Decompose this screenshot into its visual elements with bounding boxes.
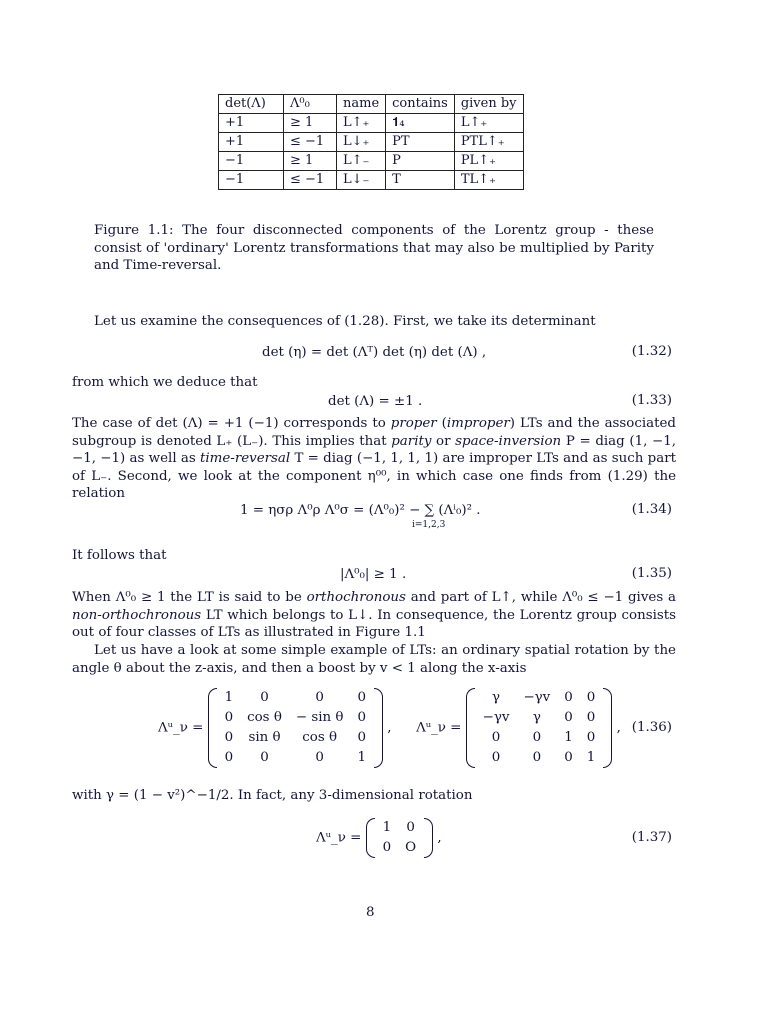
matrix-cell: 0 <box>357 710 366 725</box>
matrix-cell: 0 <box>357 730 366 745</box>
table-cell: +1 <box>219 114 284 133</box>
page-number: 8 <box>366 905 375 920</box>
rotation-block-lhs: Λᵘ_ν = <box>316 830 362 846</box>
term-parity: parity <box>391 433 432 449</box>
matrix-comma: , <box>437 830 442 846</box>
matrix-cell: 1 <box>586 750 596 765</box>
term-time-reversal: time-reversal <box>200 451 291 466</box>
matrix-cell: 0 <box>564 750 573 765</box>
table-row <box>219 152 524 171</box>
matrix-cell: O <box>405 840 417 855</box>
text-run: or <box>431 433 456 449</box>
table-header: contains <box>386 95 455 114</box>
table-cell: ≤ −1 <box>284 133 337 152</box>
paragraph-4: It follows that <box>72 548 167 563</box>
equation-number-1-33: (1.33) <box>631 393 672 408</box>
matrix-cell: γ <box>492 690 501 705</box>
table-header: name <box>337 95 386 114</box>
table-cell: L↑₊ <box>454 114 523 133</box>
matrix-comma: , <box>387 720 392 736</box>
table-row <box>219 114 524 133</box>
table-cell: +1 <box>219 133 284 152</box>
term-proper: proper <box>390 416 437 431</box>
block-matrix <box>366 818 434 858</box>
table-cell: L↓₊ <box>337 133 386 152</box>
matrix-cell: 0 <box>586 730 596 745</box>
matrix-cell: 1 <box>564 730 573 745</box>
table-cell: L↓₋ <box>337 171 386 190</box>
equation-1-35: |Λ⁰₀| ≥ 1 . <box>340 567 407 582</box>
paragraph-3 <box>72 415 676 503</box>
table-cell: L↑₋ <box>337 152 386 171</box>
text-run: T = diag (−1, 1, 1, 1) are improper LTs and as such part of L₋. Second, we look at the component η⁰⁰, in which case one finds from (1.29) the relation <box>72 451 676 501</box>
text-run: The case of det (Λ) = +1 (−1) corresponds to <box>72 416 391 431</box>
text-run: When Λ⁰₀ ≥ 1 the LT is said to be <box>72 590 307 605</box>
text-run: LT which belongs to L↓. In consequence, the Lorentz group consists out of four classes of LTs as illustrated in Figure 1.1 <box>72 607 676 640</box>
lorentz-components-table <box>218 94 524 190</box>
table-cell: −1 <box>219 152 284 171</box>
table-header-row <box>219 95 524 114</box>
matrix-cell: − sin θ <box>295 710 344 725</box>
table-cell: TL↑₊ <box>454 171 523 190</box>
table-row <box>219 133 524 152</box>
text-run: ( <box>436 416 447 431</box>
matrix-cell: 0 <box>260 750 269 765</box>
table-row <box>219 171 524 190</box>
term-orthochronous: orthochronous <box>306 590 406 605</box>
table-cell: 𝟏₄ <box>386 114 455 133</box>
matrix-cell: 0 <box>224 730 234 745</box>
matrix-cell: 0 <box>224 750 234 765</box>
table-header: given by <box>454 95 523 114</box>
matrix-cell: 1 <box>357 750 366 765</box>
boost-matrix <box>466 688 613 768</box>
table-cell: ≥ 1 <box>284 152 337 171</box>
text-run: and part of L↑, while Λ⁰₀ ≤ −1 gives a <box>405 590 676 605</box>
matrix-cell: γ <box>532 710 541 725</box>
matrix-cell: cos θ <box>247 710 282 725</box>
table-cell: −1 <box>219 171 284 190</box>
rotation-matrix <box>208 688 383 768</box>
matrix-cell: 0 <box>315 750 324 765</box>
matrix-cell: −γv <box>482 710 510 725</box>
table-cell: PTL↑₊ <box>454 133 523 152</box>
paragraph-1: Let us examine the consequences of (1.28). First, we take its determinant <box>94 314 596 329</box>
equation-1-37 <box>316 818 442 858</box>
term-improper: improper <box>446 416 510 431</box>
term-space-inversion: space-inversion <box>455 433 562 449</box>
sum-subscript: i=1,2,3 <box>412 520 446 530</box>
text-run: ) LTs and the associated subgroup is denoted L₊ (L₋). This implies that <box>72 416 676 449</box>
matrix-cell: 0 <box>357 690 366 705</box>
table-header: Λ⁰₀ <box>284 95 337 114</box>
equation-number-1-36: (1.36) <box>631 720 672 735</box>
paragraph-6: Let us have a look at some simple example of LTs: an ordinary spatial rotation by the angle θ about the z-axis, and then a boost by v < 1 along the x-axis <box>72 643 676 676</box>
matrix-cell: 0 <box>586 710 596 725</box>
table-cell: PT <box>386 133 455 152</box>
matrix-cell: cos θ <box>302 730 338 745</box>
matrix-cell: 1 <box>382 820 392 835</box>
equation-1-33: det (Λ) = ±1 . <box>328 394 423 409</box>
paragraph-5 <box>72 589 676 642</box>
matrix-cell: 0 <box>260 690 269 705</box>
rotation-lhs: Λᵘ_ν = <box>158 720 204 736</box>
matrix-cell: −γv <box>523 690 551 705</box>
table-header: det(Λ) <box>219 95 284 114</box>
term-non-orthochronous: non-orthochronous <box>72 607 202 623</box>
table-cell: PL↑₊ <box>454 152 523 171</box>
equation-number-1-34: (1.34) <box>631 502 672 517</box>
equation-number-1-32: (1.32) <box>631 344 672 359</box>
paragraph-2: from which we deduce that <box>72 375 258 390</box>
matrix-cell: 0 <box>586 690 596 705</box>
table-cell: L↑₊ <box>337 114 386 133</box>
matrix-cell: 0 <box>532 730 542 745</box>
matrix-cell: 0 <box>315 690 324 705</box>
matrix-comma: , <box>616 720 621 736</box>
equation-1-36 <box>158 688 621 768</box>
equation-1-32: det (η) = det (Λᵀ) det (η) det (Λ) , <box>262 345 487 360</box>
equation-number-1-35: (1.35) <box>631 566 672 581</box>
matrix-cell: 0 <box>532 750 542 765</box>
matrix-cell: 0 <box>491 750 501 765</box>
matrix-cell: sin θ <box>248 730 281 745</box>
table-cell: T <box>386 171 455 190</box>
table-cell: P <box>386 152 455 171</box>
table-cell: ≤ −1 <box>284 171 337 190</box>
equation-1-34: 1 = ησρ Λ⁰ρ Λ⁰σ = (Λ⁰₀)² − ∑ (Λⁱ₀)² . <box>240 503 481 518</box>
matrix-cell: 0 <box>491 730 501 745</box>
equation-number-1-37: (1.37) <box>631 830 672 845</box>
matrix-cell: 0 <box>382 840 392 855</box>
matrix-cell: 0 <box>564 710 573 725</box>
figure-caption: Figure 1.1: The four disconnected components of the Lorentz group - these consist of 'ordinary' Lorentz transformations that may also be multiplied by Parity and Time-reversal. <box>94 223 654 273</box>
matrix-cell: 0 <box>406 820 415 835</box>
paragraph-7: with γ = (1 − v²)^−1/2. In fact, any 3-dimensional rotation <box>72 788 473 803</box>
matrix-cell: 1 <box>224 690 234 705</box>
boost-lhs: Λᵘ_ν = <box>416 720 462 736</box>
matrix-cell: 0 <box>564 690 573 705</box>
table-cell: ≥ 1 <box>284 114 337 133</box>
text-run: P = diag (1, −1, −1, −1) as well as <box>72 433 677 466</box>
matrix-cell: 0 <box>224 710 234 725</box>
